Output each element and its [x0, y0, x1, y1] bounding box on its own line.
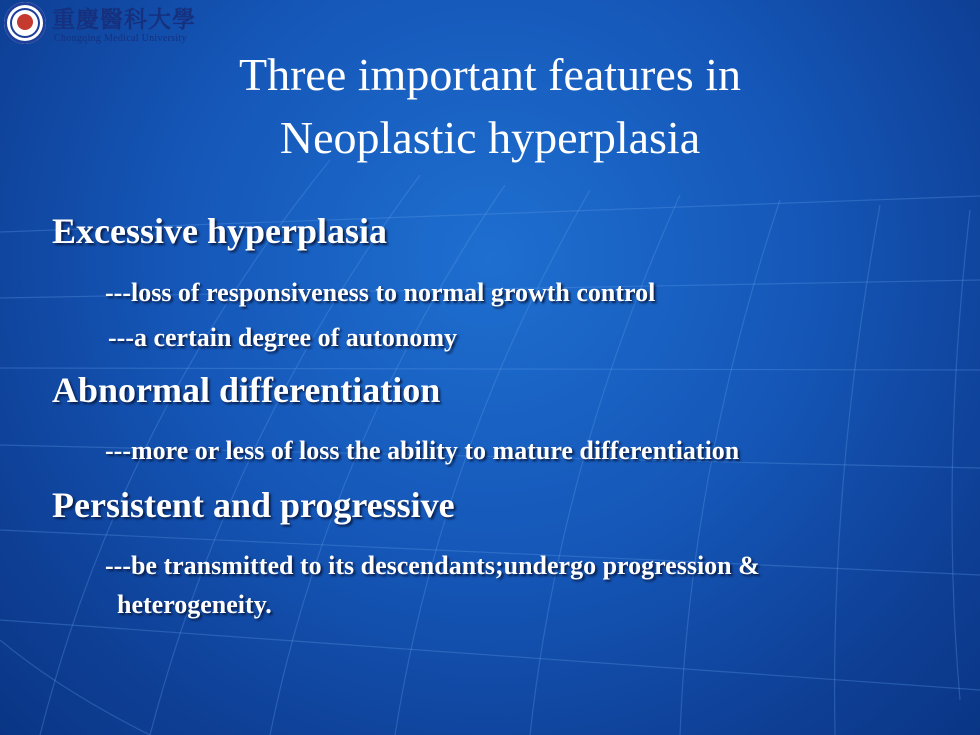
heading-excessive-hyperplasia: Excessive hyperplasia — [52, 211, 388, 251]
point-degree-of-autonomy: ---a certain degree of autonomy — [108, 323, 457, 352]
logo-chinese-name: 重慶醫科大學 — [52, 6, 196, 33]
slide-title-line-2: Neoplastic hyperplasia — [279, 112, 701, 163]
heading-abnormal-differentiation: Abnormal differentiation — [52, 370, 441, 410]
slide-title-line-1: Three important features in — [239, 49, 741, 100]
point-transmitted-to-descendants: ---be transmitted to its descendants;undergo progression & — [105, 551, 760, 580]
heading-persistent-and-progressive: Persistent and progressive — [52, 485, 455, 525]
point-heterogeneity: heterogeneity. — [117, 590, 272, 619]
university-seal-icon — [4, 2, 46, 44]
university-logo — [4, 2, 244, 46]
point-loss-of-responsiveness: ---loss of responsiveness to normal growth control — [105, 278, 656, 307]
point-loss-of-maturation: ---more or less of loss the ability to mature differentiation — [105, 436, 740, 465]
logo-english-name: Chongqing Medical University — [54, 33, 187, 44]
